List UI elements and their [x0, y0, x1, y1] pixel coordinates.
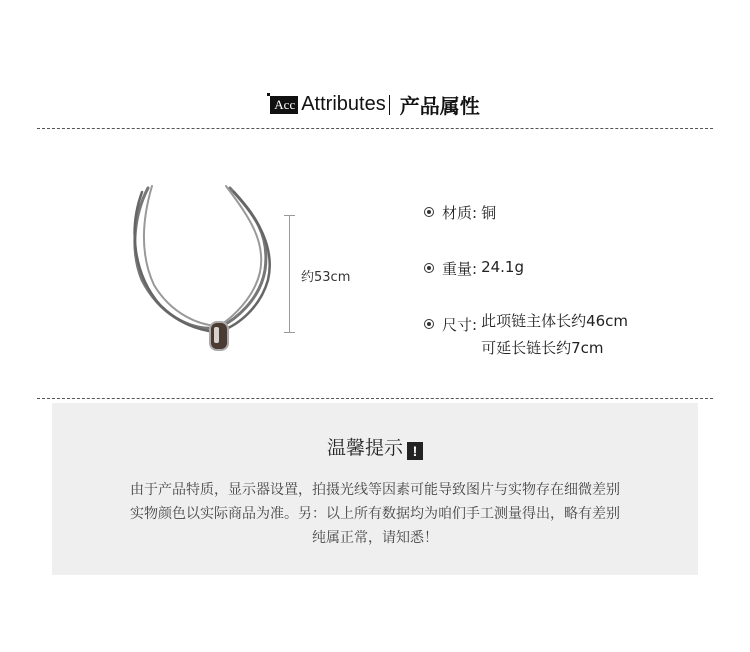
section-header	[0, 90, 750, 120]
title-divider	[389, 95, 390, 115]
bullet-icon	[424, 207, 434, 217]
notice-panel	[52, 403, 698, 575]
bottom-dashed-divider	[37, 398, 713, 399]
notice-title: 温馨提示 !	[52, 433, 698, 460]
section-title-en: Attributes	[301, 93, 386, 115]
spec-material: 材质: 铜	[424, 202, 496, 223]
necklace-image	[120, 180, 290, 370]
top-dashed-divider	[37, 128, 713, 129]
bullet-icon	[424, 263, 434, 273]
warning-icon: !	[407, 442, 423, 460]
length-measure-line	[289, 215, 290, 332]
length-measure-label: 约53cm	[301, 270, 351, 285]
notice-body: 由于产品特质，显示器设置，拍摄光线等因素可能导致图片与实物存在细微差别 实物颜色以实际商品为准。另：以上所有数据均为咱们手工测量得出，略有差别 纯属正常，请知悉！	[130, 482, 620, 546]
brand-logo: Acc	[270, 96, 298, 114]
spec-weight: 重量: 24.1g	[424, 258, 524, 279]
section-title-cn: 产品属性	[399, 94, 480, 118]
bullet-icon	[424, 319, 434, 329]
spec-size: 尺寸: 此项链主体长约46cm 可延长链长约7cm	[424, 314, 628, 362]
